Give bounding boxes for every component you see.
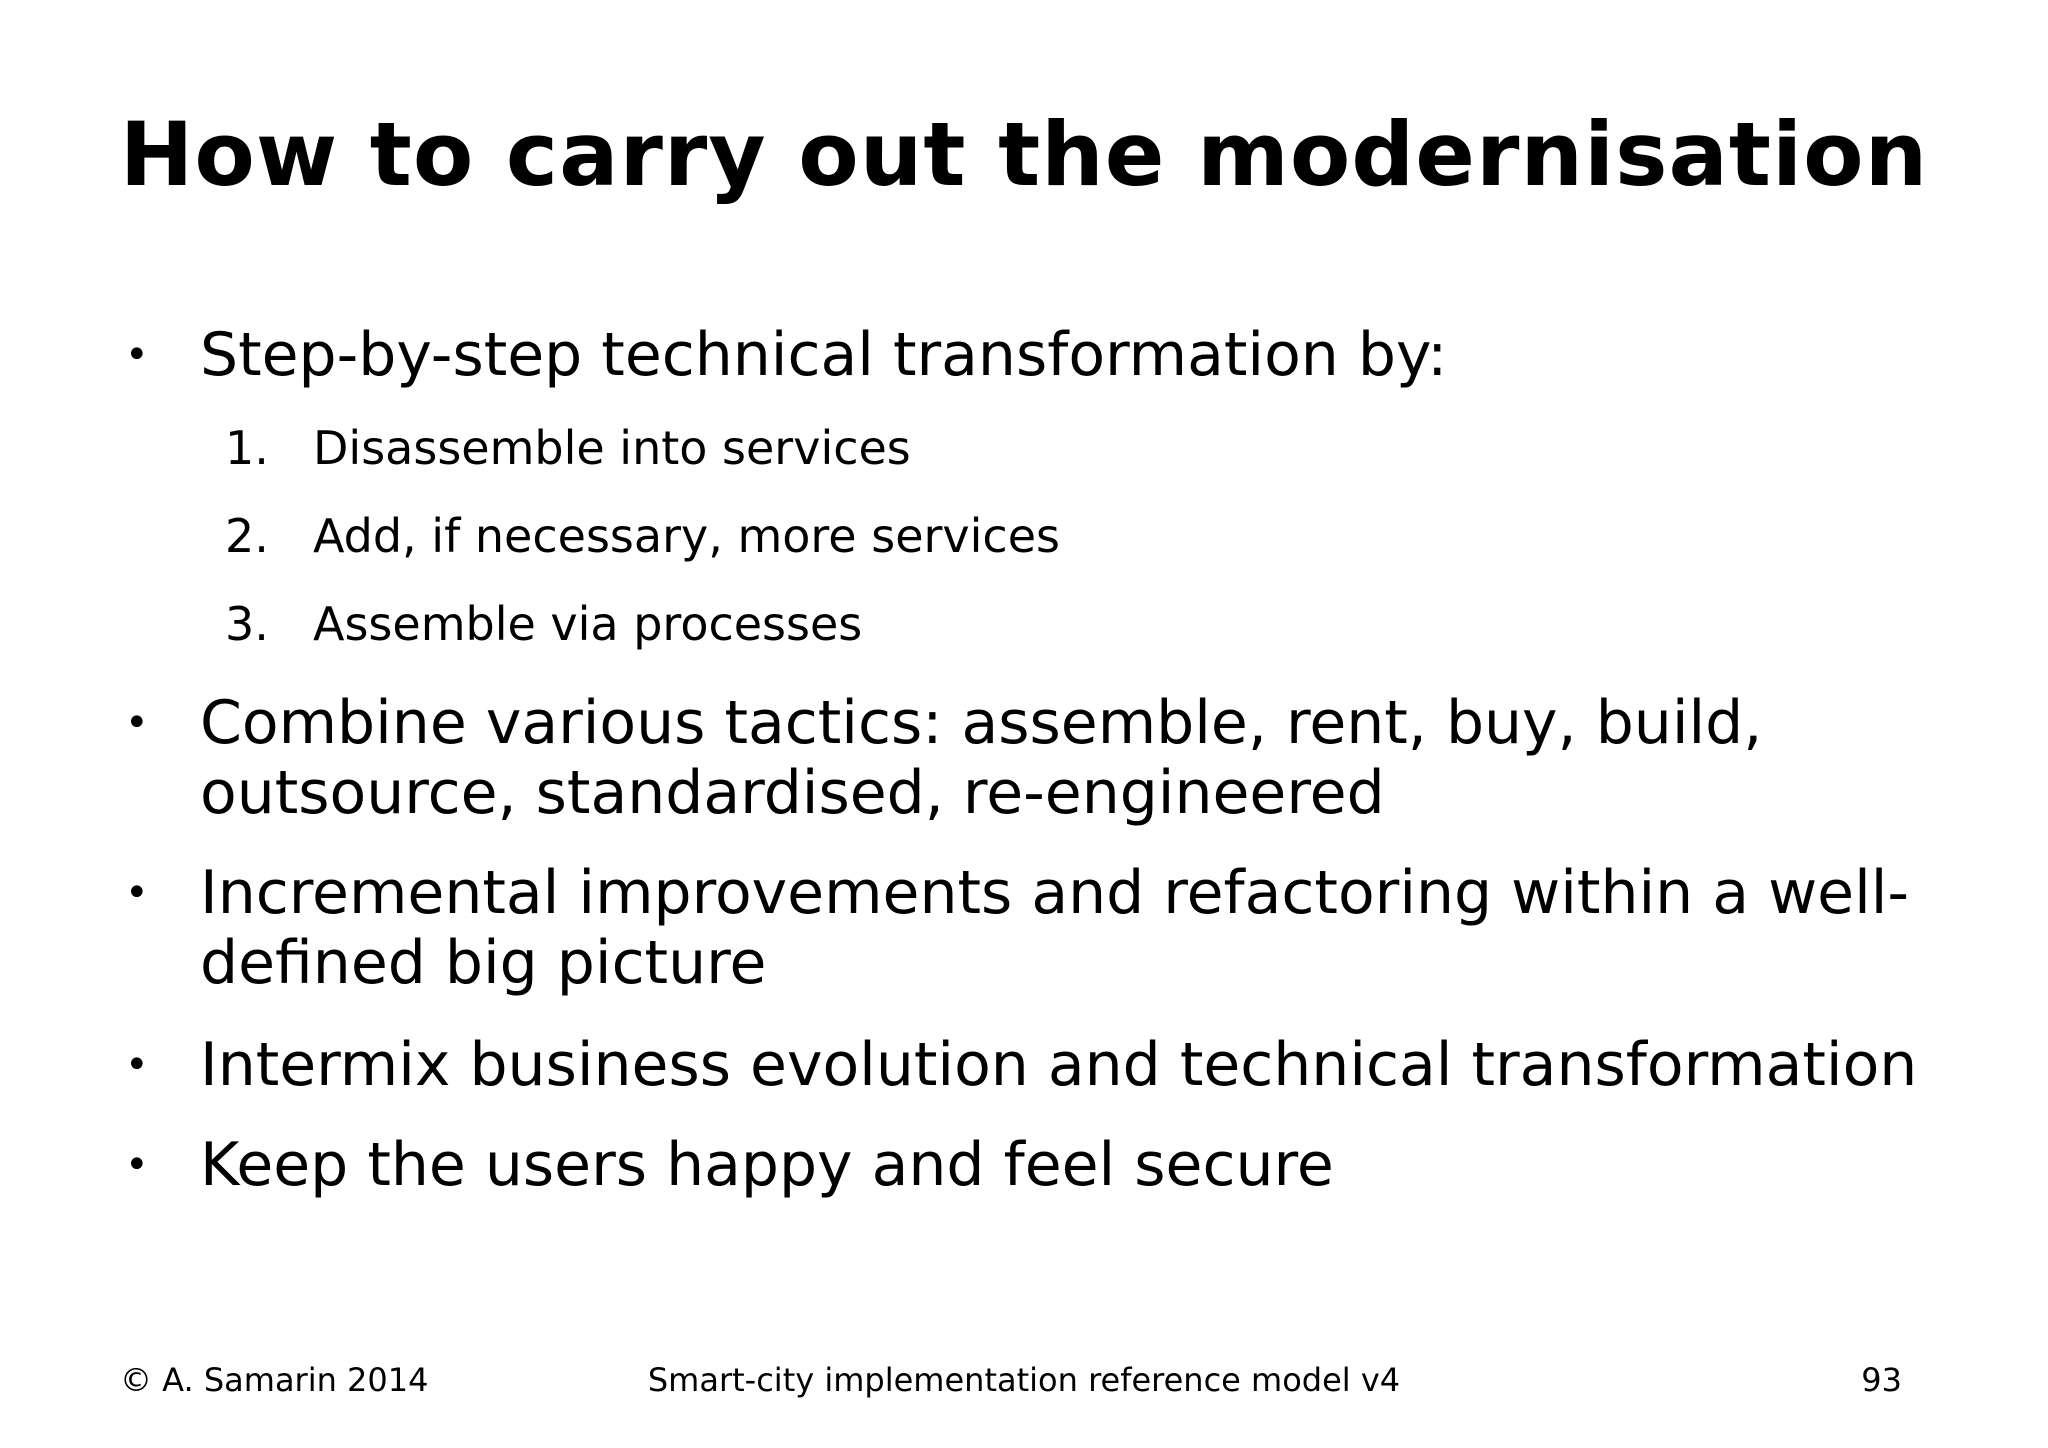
bullet-dot: •: [125, 1042, 149, 1088]
sub-item-text: Add, if necessary, more services: [313, 509, 1060, 563]
bullet-dot: •: [125, 332, 149, 378]
bullet-text: Combine various tactics: assemble, rent, buy, build, outsource, standardised, re-engineered: [200, 688, 1763, 828]
footer-copyright: © A. Samarin 2014: [120, 1361, 429, 1399]
bullet-dot: •: [125, 700, 149, 746]
bullet-text: Incremental improvements and refactoring within a well-defined big picture: [200, 858, 1910, 998]
footer-title: Smart-city implementation reference model v4: [647, 1361, 1401, 1399]
page-number: 93: [1861, 1361, 1902, 1399]
bullet-dot: •: [125, 870, 149, 916]
sub-item-number: 1.: [225, 421, 269, 475]
bullet-text: Keep the users happy and feel secure: [200, 1130, 1334, 1200]
bullet-text: Step-by-step technical transformation by:: [200, 320, 1448, 390]
sub-item-number: 2.: [225, 509, 269, 563]
bullet-text: Intermix business evolution and technical transformation: [200, 1030, 1918, 1100]
sub-item-text: Assemble via processes: [313, 597, 863, 651]
sub-item-number: 3.: [225, 597, 269, 651]
bullet-dot: •: [125, 1142, 149, 1188]
slide-title: How to carry out the modernisation: [119, 103, 1929, 206]
sub-item-text: Disassemble into services: [313, 421, 911, 475]
